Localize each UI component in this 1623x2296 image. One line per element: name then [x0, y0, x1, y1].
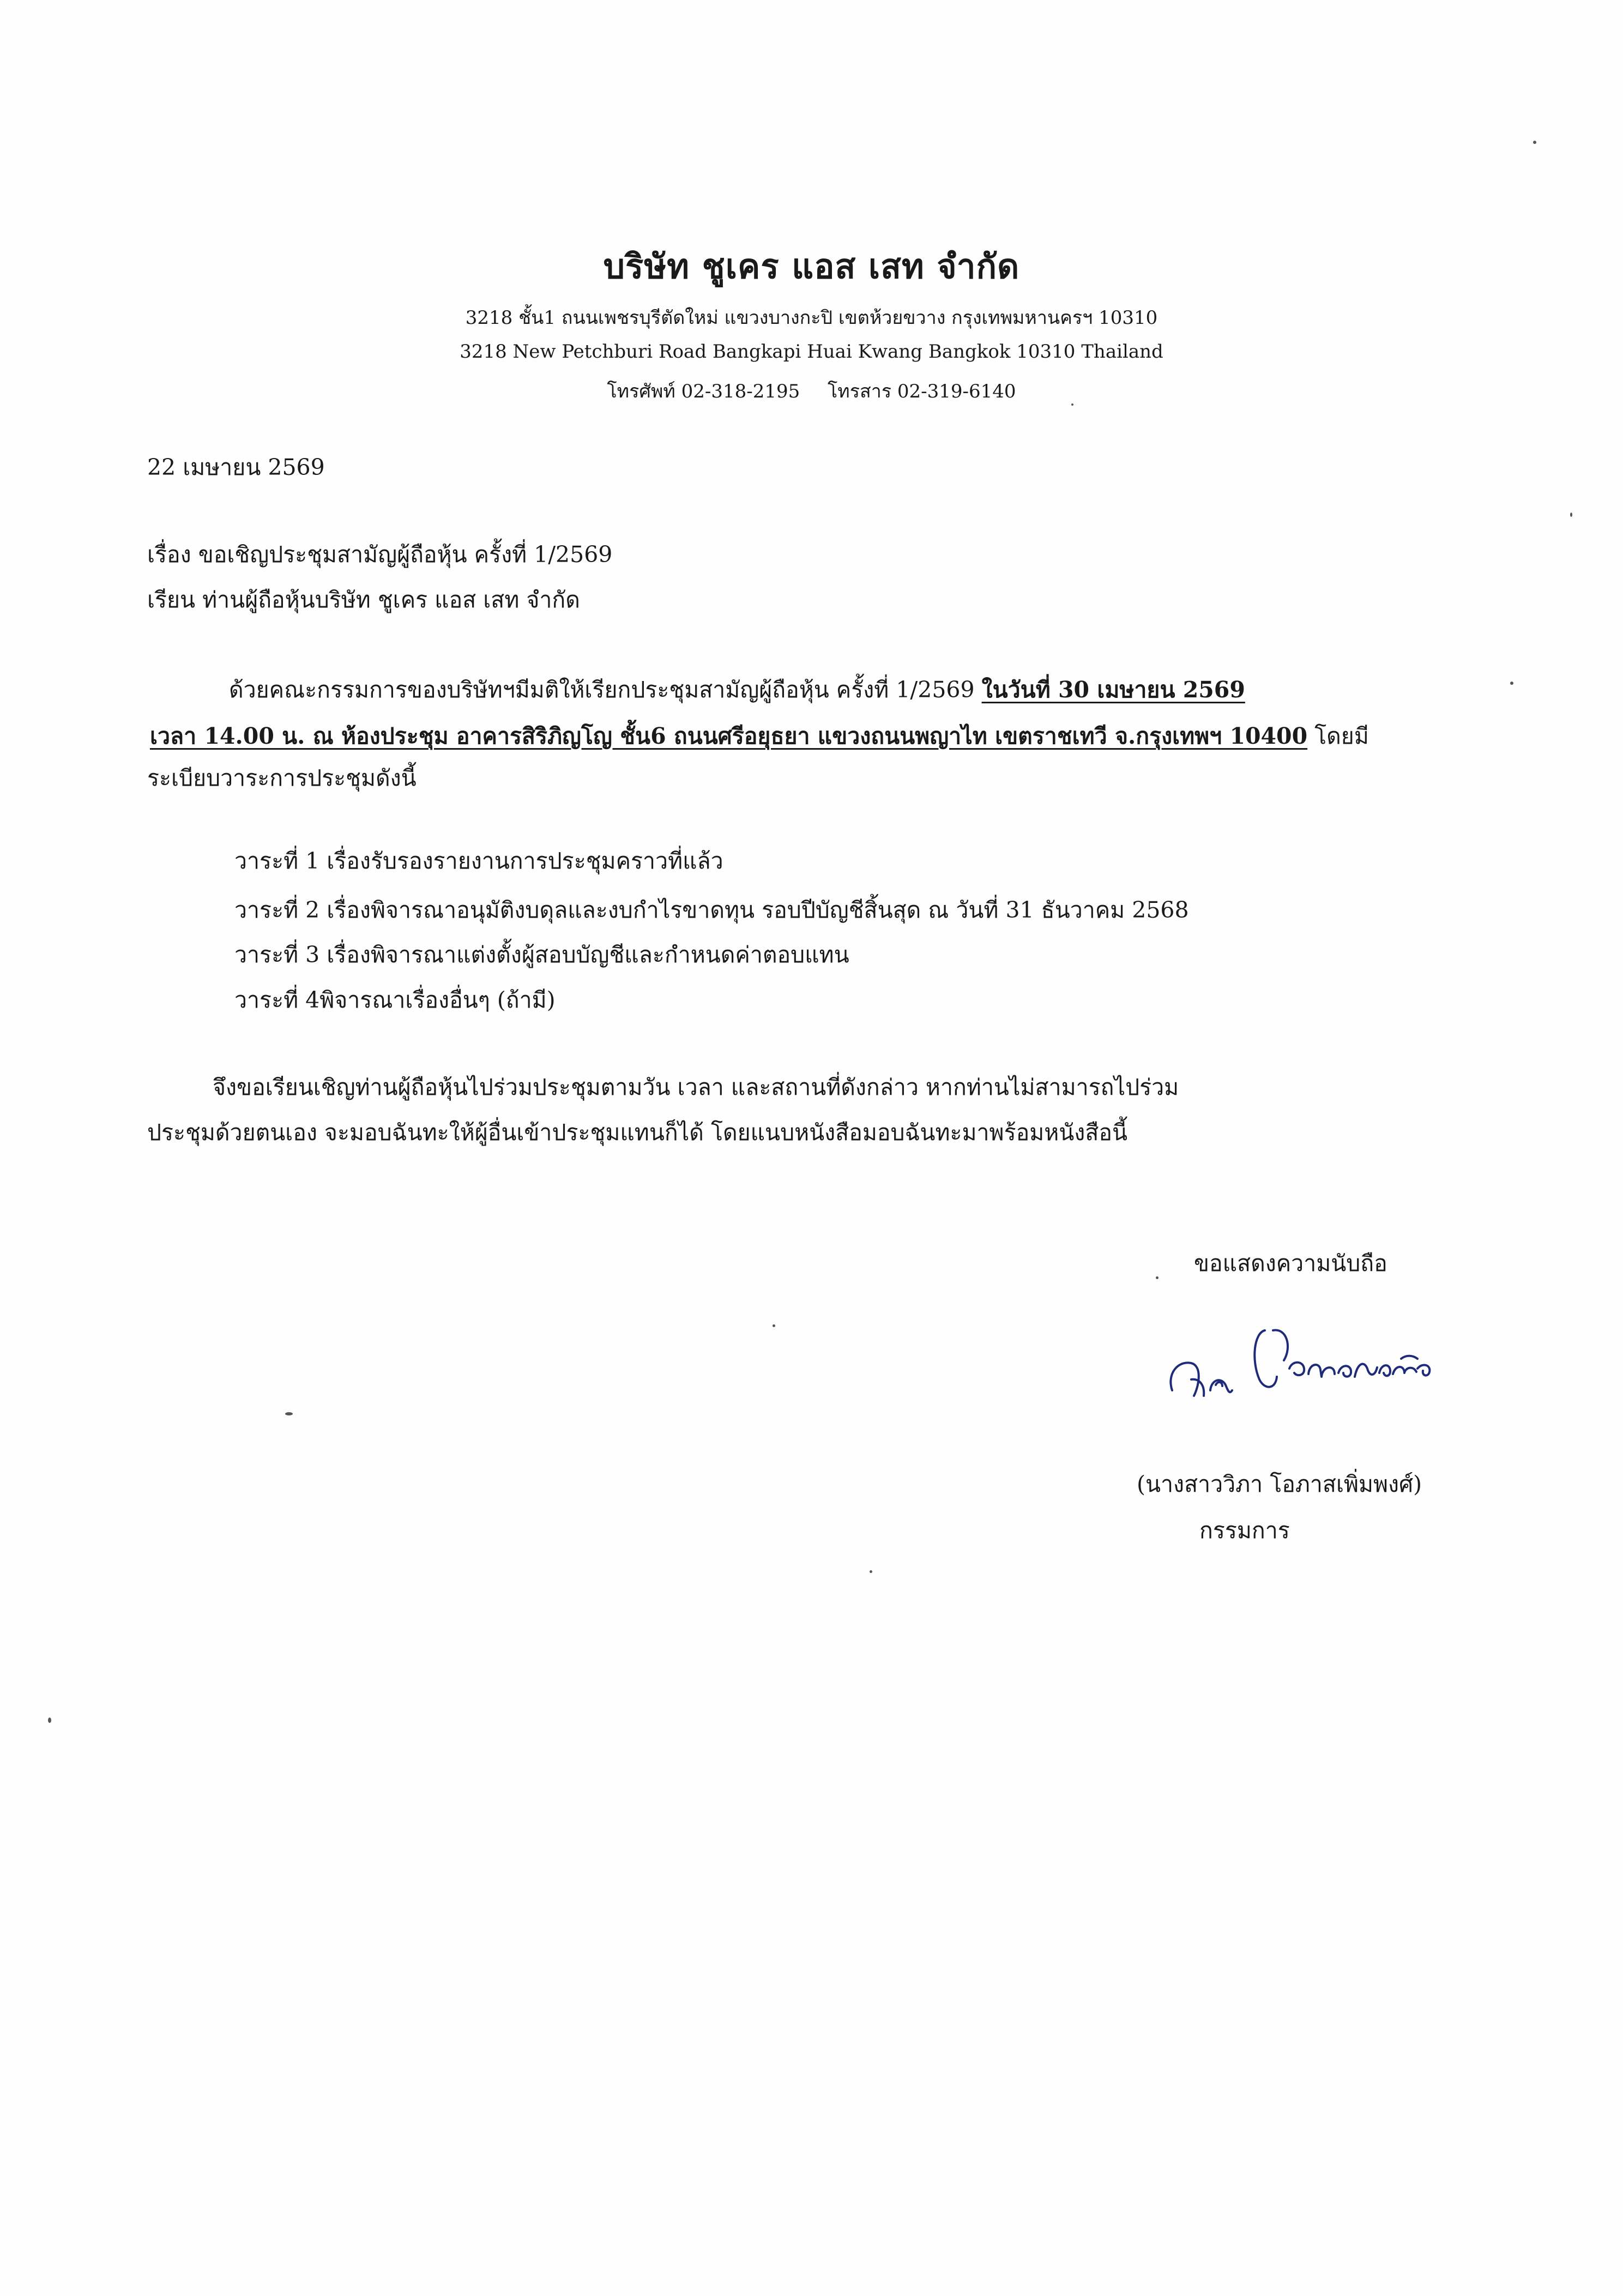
paragraph1-line3: ระเบียบวาระการประชุมดังนี้ [147, 765, 417, 791]
scan-speck [1510, 682, 1513, 685]
agenda-item-4: วาระที่ 4พิจารณาเรื่องอื่นๆ (ถ้ามี) [234, 987, 556, 1013]
paragraph1-line1 [229, 672, 1245, 708]
paragraph1-text: ด้วยคณะกรรมการของบริษัทฯมีมติให้เรียกประชุมสามัญผู้ถือหุ้น ครั้งที่ 1/2569 [229, 677, 982, 703]
paragraph2-line1: จึงขอเรียนเชิญท่านผู้ถือหุ้นไปร่วมประชุมตามวัน เวลา และสถานที่ดังกล่าว หากท่านไม่สามารถไปร่วม [213, 1074, 1179, 1100]
scan-speck [285, 1412, 293, 1415]
company-name: บริษัท ชูเคร แอส เสท จำกัด [603, 246, 1020, 286]
scan-speck [773, 1324, 775, 1327]
meeting-date: ในวันที่ 30 เมษายน 2569 [981, 677, 1245, 703]
agenda-item-3: วาระที่ 3 เรื่องพิจารณาแต่งตั้งผู้สอบบัญชีและกำหนดค่าตอบแทน [234, 942, 849, 968]
meeting-time-venue: เวลา 14.00 น. ณ ห้องประชุม อาคารสิริภิญโญ ชั้น6 ถนนศรีอยุธยา แขวงถนนพญาไท เขตราชเทวี จ.กรุงเทพฯ 10400 [150, 723, 1308, 749]
handwritten-signature [1161, 1309, 1445, 1418]
paragraph1-text-tail: โดยมี [1307, 723, 1369, 749]
closing-phrase: ขอแสดงความนับถือ [1194, 1250, 1387, 1276]
scan-speck [1156, 1276, 1159, 1279]
scan-speck [1071, 403, 1073, 406]
company-contact [0, 376, 1623, 406]
paragraph1-line2 [150, 719, 1369, 754]
letter-subject: เรื่อง ขอเชิญประชุมสามัญผู้ถือหุ้น ครั้งที่ 1/2569 [147, 541, 613, 568]
signer-position: กรรมการ [1199, 1517, 1290, 1544]
company-address-thai: 3218 ชั้น1 ถนนเพชรบุรีตัดใหม่ แขวงบางกะปิ เขตห้วยขวาง กรุงเทพมหานครฯ 10310 [465, 307, 1158, 329]
letter-salutation: เรียน ท่านผู้ถือหุ้นบริษัท ชูเคร แอส เสท จำกัด [147, 587, 580, 613]
scan-speck [870, 1570, 872, 1573]
scan-speck [1533, 141, 1536, 144]
company-address-english: 3218 New Petchburi Road Bangkapi Huai Kwang Bangkok 10310 Thailand [460, 341, 1163, 363]
agenda-item-1: วาระที่ 1 เรื่องรับรองรายงานการประชุมคราวที่แล้ว [234, 848, 723, 874]
signer-name: (นางสาววิภา โอภาสเพิ่มพงศ์) [1137, 1471, 1422, 1497]
scan-speck [48, 1718, 51, 1723]
letter-date: 22 เมษายน 2569 [147, 454, 325, 480]
paragraph2-line2: ประชุมด้วยตนเอง จะมอบฉันทะให้ผู้อื่นเข้าประชุมแทนก็ได้ โดยแนบหนังสือมอบฉันทะมาพร้อมหนังสือนี้ [147, 1119, 1127, 1146]
agenda-item-2: วาระที่ 2 เรื่องพิจารณาอนุมัติงบดุลและงบกำไรขาดทุน รอบปีบัญชีสิ้นสุด ณ วันที่ 31 ธันวาคม 2568 [234, 897, 1189, 923]
scan-speck [1570, 513, 1572, 517]
fax-number: โทรสาร 02-319-6140 [828, 381, 1016, 402]
phone-number: โทรศัพท์ 02-318-2195 [607, 381, 800, 402]
